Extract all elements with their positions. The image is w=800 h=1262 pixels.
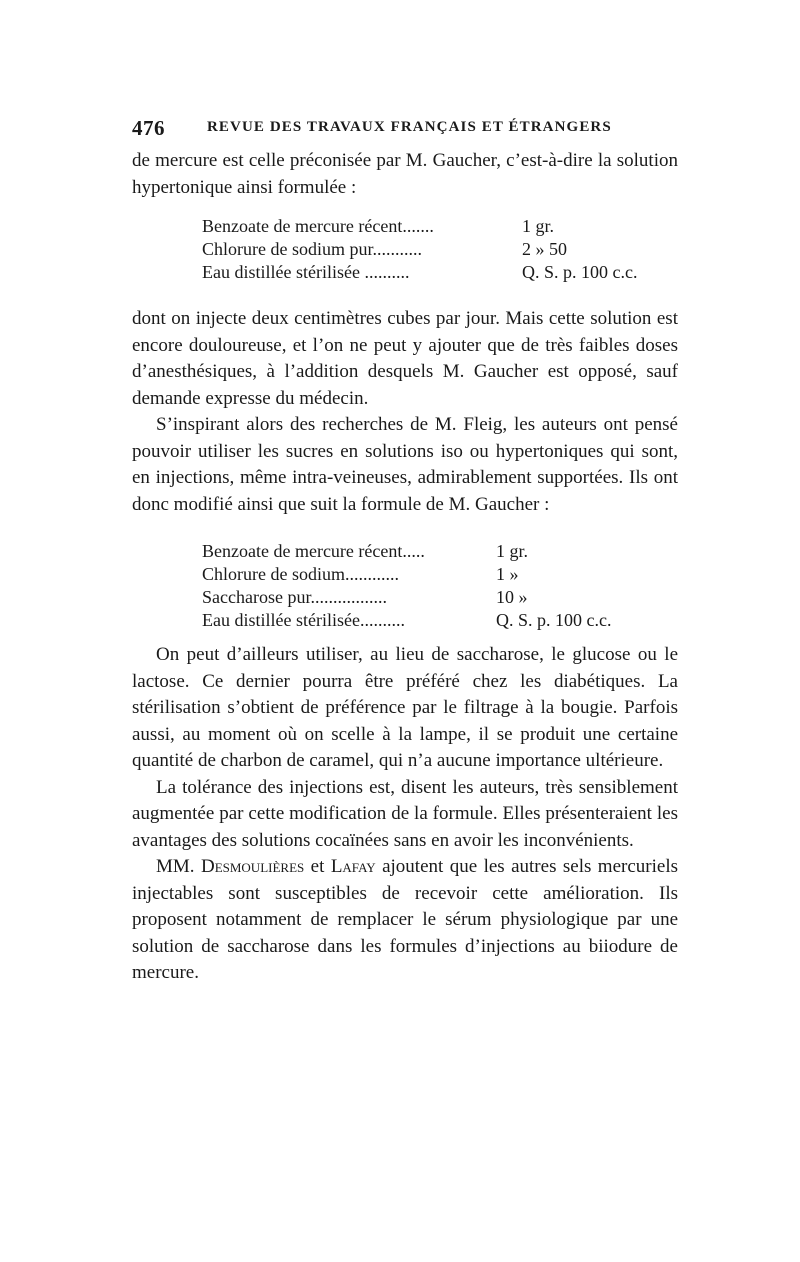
page-number: 476 bbox=[132, 116, 165, 140]
paragraph-2: dont on injecte deux centimètres cubes par jour. Mais cette solution est encore douloureuse, et l’on ne peut y ajouter que de très faibles doses d’anesthésiques, à l’addition desquels M. Gaucher est opposé, sauf demande expresse du médecin. bbox=[132, 308, 678, 409]
formula-2-quantity: 10 » bbox=[496, 587, 528, 607]
formula-2-quantity: 1 » bbox=[496, 564, 519, 584]
paragraph-6-and: et bbox=[304, 856, 331, 877]
author-lafay: Lafay bbox=[330, 856, 376, 877]
text-block-2 bbox=[132, 306, 678, 518]
formula-1-ingredient: Chlorure de sodium pur........... bbox=[202, 239, 422, 259]
formula-2-ingredient: Benzoate de mercure récent..... bbox=[202, 541, 425, 561]
formula-1-ingredient: Benzoate de mercure récent....... bbox=[202, 216, 434, 236]
formula-2-ingredient: Eau distillée stérilisée.......... bbox=[202, 610, 405, 630]
formula-2-quantity: Q. S. p. 100 c.c. bbox=[496, 610, 612, 630]
formula-1-ingredient: Eau distillée stérilisée .......... bbox=[202, 262, 410, 282]
page-header bbox=[132, 116, 680, 146]
paragraph-5: La tolérance des injections est, disent les auteurs, très sensiblement augmentée par cette modification de la formule. Elles présenteraient les avantages des solutions cocaïnées sans en avoir les inconvénients. bbox=[132, 776, 678, 851]
formula-2-quantity: 1 gr. bbox=[496, 541, 529, 561]
formula-2-ingredient: Chlorure de sodium............ bbox=[202, 564, 399, 584]
formula-1-quantity: 2 » 50 bbox=[522, 239, 567, 259]
paragraph-1: de mercure est celle préconisée par M. Gaucher, c’est-à-dire la solution hypertonique ainsi formulée : bbox=[132, 150, 678, 198]
text-block-3 bbox=[132, 642, 678, 987]
paragraph-6-lead: MM. bbox=[156, 856, 201, 877]
paragraph-6-rest: ajoutent que les autres sels mercuriels injectables sont susceptibles de recevoir cette amélioration. Ils proposent notamment de remplacer le sérum physiologique par une solution de saccharose dans les formules d’injections au biiodure de mercure. bbox=[132, 856, 678, 983]
paragraph-6 bbox=[132, 854, 678, 987]
paragraph-4: On peut d’ailleurs utiliser, au lieu de saccharose, le glucose ou le lactose. Ce dernier pourra être préféré chez les diabétiques. La stérilisation s’obtient de préférence par le filtrage à la bougie. Parfois aussi, au moment où on scelle à la lampe, il se produit une certaine quantité de charbon de caramel, qui n’a aucune importance ultérieure. bbox=[132, 644, 678, 771]
author-desmoulieres: Desmoulières bbox=[200, 856, 305, 877]
formula-1-quantity: 1 gr. bbox=[522, 216, 555, 236]
formula-2-ingredient: Saccharose pur................. bbox=[202, 587, 387, 607]
text-block-1 bbox=[132, 148, 678, 201]
running-title: REVUE DES TRAVAUX FRANÇAIS ET ÉTRANGERS bbox=[207, 119, 612, 135]
paragraph-3: S’inspirant alors des recherches de M. Fleig, les auteurs ont pensé pouvoir utiliser les sucres en solutions iso ou hypertoniques qui sont, en injections, même intra-veineuses, admirablement supportées. Ils ont donc modifié ainsi que suit la formule de M. Gaucher : bbox=[132, 414, 678, 515]
formula-1-quantity: Q. S. p. 100 c.c. bbox=[522, 262, 638, 282]
